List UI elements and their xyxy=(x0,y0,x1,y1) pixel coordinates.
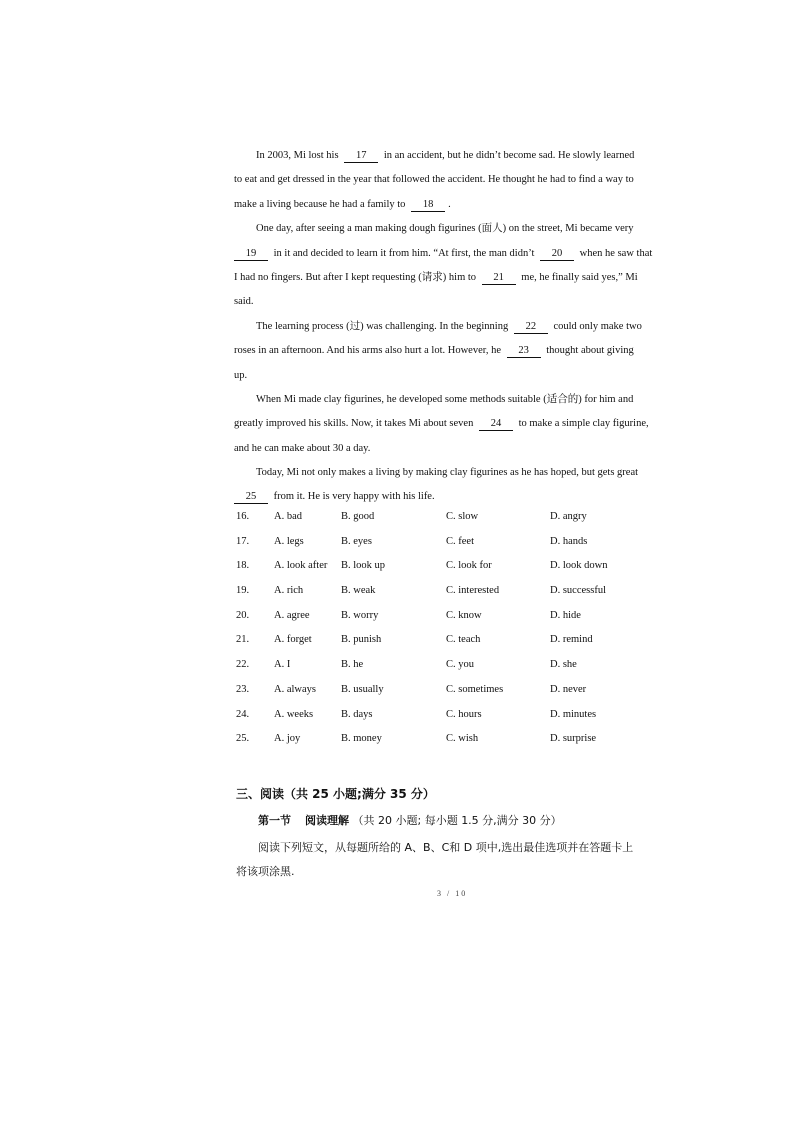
passage-text: to eat and get dressed in the year that followed the accident. He thought he had to find a way to xyxy=(234,174,634,186)
passage-text: greatly improved his skills. Now, it takes Mi about seven xyxy=(234,418,474,430)
subsection-title: 阅读理解 xyxy=(305,814,349,827)
question-row xyxy=(236,585,656,610)
question-number: 17. xyxy=(236,535,250,547)
passage-text: and he can make about 30 a day. xyxy=(234,442,371,454)
option-a[interactable]: A. agree xyxy=(274,609,310,621)
question-number: 22. xyxy=(236,659,250,671)
passage-text: roses in an afternoon. And his arms also hurt a lot. However, he xyxy=(234,345,501,357)
option-a[interactable]: A. look after xyxy=(274,560,328,572)
passage-text: in it and decided to learn it from him. “At first, the man didn’t xyxy=(273,247,535,259)
instruction-line: 将该项涂黑. xyxy=(236,865,295,878)
option-a[interactable]: A. forget xyxy=(274,634,312,646)
option-a[interactable]: A. weeks xyxy=(274,708,314,720)
option-d[interactable]: D. hide xyxy=(550,609,581,621)
blank-25: 25 xyxy=(234,491,268,504)
option-c[interactable]: C. wish xyxy=(446,733,479,745)
question-number: 16. xyxy=(236,511,250,522)
option-b[interactable]: B. eyes xyxy=(341,535,372,547)
option-c[interactable]: C. look for xyxy=(446,560,492,572)
passage-text: When Mi made clay figurines, he developed some methods suitable (适合的) for him and xyxy=(256,393,634,405)
option-d[interactable]: D. look down xyxy=(550,560,608,572)
option-d[interactable]: D. remind xyxy=(550,634,593,646)
option-c[interactable]: C. slow xyxy=(446,511,479,522)
passage-text: up. xyxy=(234,369,248,381)
answer-options xyxy=(236,511,656,758)
passage-text: to make a simple clay figurine, xyxy=(518,418,649,430)
section-title: 三、阅读（共 25 小题;满分 35 分） xyxy=(236,787,435,801)
passage-line xyxy=(234,242,654,266)
question-number: 24. xyxy=(236,708,250,720)
option-c[interactable]: C. you xyxy=(446,659,475,671)
option-d[interactable]: D. hands xyxy=(550,535,588,547)
question-number: 18. xyxy=(236,560,250,572)
passage-line xyxy=(234,364,654,388)
passage-text: thought about giving xyxy=(546,345,634,357)
passage-text: could only make two xyxy=(553,320,642,332)
passage-text: In 2003, Mi lost his xyxy=(256,150,339,161)
passage-text: make a living because he had a family to xyxy=(234,198,406,210)
option-b[interactable]: B. punish xyxy=(341,634,382,646)
subsection-note: （共 20 小题; 每小题 1.5 分,满分 30 分） xyxy=(352,814,562,827)
blank-18: 18 xyxy=(411,199,445,212)
passage-text: I had no fingers. But after I kept requesting (请求) him to xyxy=(234,271,477,283)
option-a[interactable]: A. legs xyxy=(274,535,304,547)
option-d[interactable]: D. angry xyxy=(550,511,587,522)
passage-line xyxy=(234,290,654,314)
passage-line xyxy=(234,339,654,363)
option-a[interactable]: A. always xyxy=(274,683,316,695)
passage-text: in an accident, but he didn’t become sad. He slowly learned xyxy=(383,150,635,161)
option-b[interactable]: B. money xyxy=(341,733,382,745)
question-row xyxy=(236,610,656,635)
subsection-heading xyxy=(258,812,562,828)
question-number: 20. xyxy=(236,609,250,621)
passage-line xyxy=(234,388,654,412)
question-row xyxy=(236,560,656,585)
passage-line xyxy=(234,412,654,436)
question-row xyxy=(236,511,656,536)
option-d[interactable]: D. never xyxy=(550,683,587,695)
blank-24: 24 xyxy=(479,418,513,431)
option-b[interactable]: B. worry xyxy=(341,609,379,621)
passage-text: The learning process (过) was challenging. In the beginning xyxy=(256,320,509,332)
passage-line xyxy=(234,144,654,168)
option-c[interactable]: C. know xyxy=(446,609,482,621)
question-row xyxy=(236,684,656,709)
instructions xyxy=(236,836,656,884)
blank-20: 20 xyxy=(540,248,574,261)
option-c[interactable]: C. sometimes xyxy=(446,683,504,695)
option-d[interactable]: D. minutes xyxy=(550,708,597,720)
passage-text: said. xyxy=(234,296,254,308)
passage-text: when he saw that xyxy=(579,247,653,259)
option-d[interactable]: D. successful xyxy=(550,585,606,597)
option-b[interactable]: B. weak xyxy=(341,585,376,597)
cloze-passage xyxy=(234,144,654,510)
passage-text: from it. He is very happy with his life. xyxy=(273,491,435,503)
option-c[interactable]: C. interested xyxy=(446,585,500,597)
option-a[interactable]: A. I xyxy=(274,659,291,671)
question-row xyxy=(236,659,656,684)
question-number: 23. xyxy=(236,683,250,695)
passage-text: me, he finally said yes,” Mi xyxy=(521,271,638,283)
page-number: 3 / 10 xyxy=(437,889,468,898)
blank-21: 21 xyxy=(482,272,516,285)
option-b[interactable]: B. days xyxy=(341,708,373,720)
blank-17: 17 xyxy=(344,150,378,163)
blank-23: 23 xyxy=(507,345,541,358)
option-a[interactable]: A. joy xyxy=(274,733,301,745)
passage-line xyxy=(234,217,654,241)
option-a[interactable]: A. rich xyxy=(274,585,304,597)
option-c[interactable]: C. hours xyxy=(446,708,482,720)
instruction-line: 阅读下列短文，从每题所给的 A、B、C和 D 项中,选出最佳选项并在答题卡上 xyxy=(258,841,634,854)
passage-text: . xyxy=(448,198,451,210)
option-d[interactable]: D. surprise xyxy=(550,733,597,745)
question-row xyxy=(236,733,656,758)
passage-line xyxy=(234,461,654,485)
question-number: 21. xyxy=(236,634,250,646)
question-number: 19. xyxy=(236,585,250,597)
option-c[interactable]: C. teach xyxy=(446,634,481,646)
passage-line xyxy=(234,485,654,509)
question-row xyxy=(236,634,656,659)
blank-22: 22 xyxy=(514,321,548,334)
option-b[interactable]: B. look up xyxy=(341,560,386,572)
option-d[interactable]: D. she xyxy=(550,659,577,671)
passage-line xyxy=(234,193,654,217)
question-row xyxy=(236,536,656,561)
blank-19: 19 xyxy=(234,248,268,261)
option-b[interactable]: B. he xyxy=(341,659,364,671)
subsection-label: 第一节 xyxy=(258,814,291,827)
passage-text: Today, Mi not only makes a living by making clay figurines as he has hoped, but gets great xyxy=(256,467,639,479)
passage-text: One day, after seeing a man making dough figurines (面人) on the street, Mi became very xyxy=(256,223,634,235)
question-row xyxy=(236,709,656,734)
option-b[interactable]: B. usually xyxy=(341,683,384,695)
passage-line xyxy=(234,168,654,192)
passage-line xyxy=(234,315,654,339)
passage-line xyxy=(234,437,654,461)
option-a[interactable]: A. bad xyxy=(274,511,302,522)
question-number: 25. xyxy=(236,733,250,745)
option-c[interactable]: C. feet xyxy=(446,535,474,547)
option-b[interactable]: B. good xyxy=(341,511,375,522)
passage-line xyxy=(234,266,654,290)
